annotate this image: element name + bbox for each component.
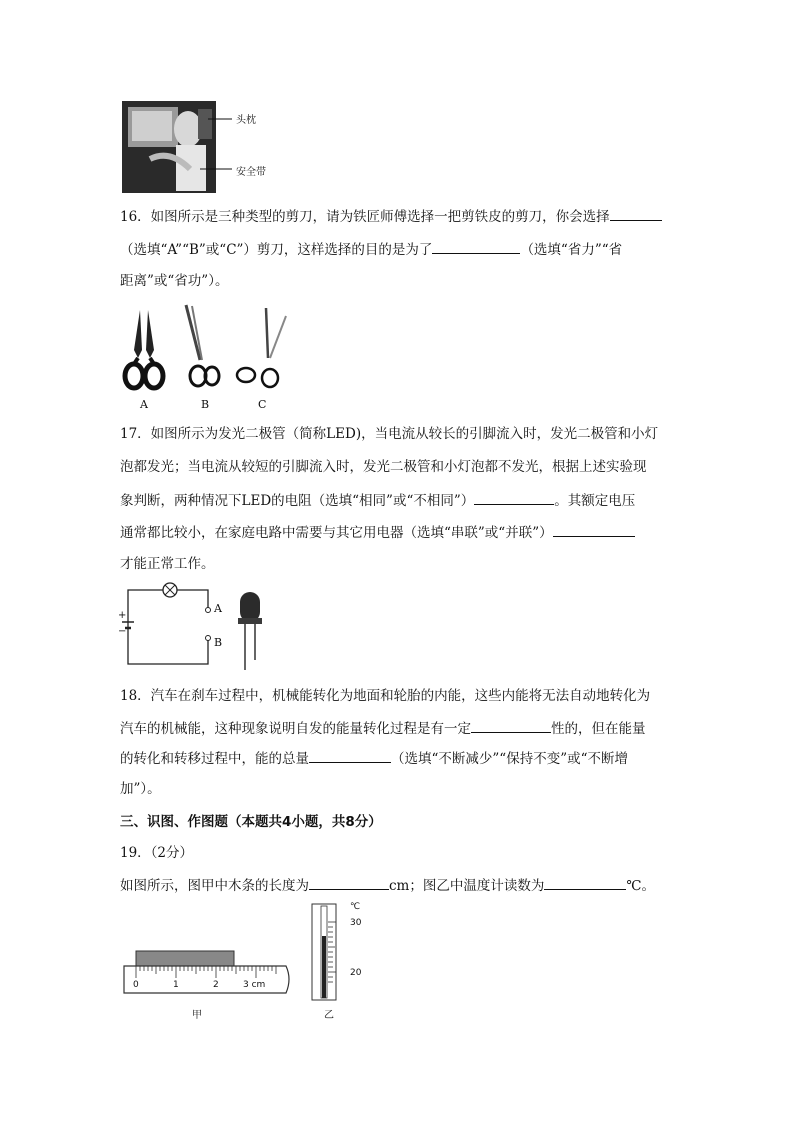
headrest-label: 头枕 [236, 115, 256, 126]
ruler-tick-0: 0 [133, 980, 139, 990]
scissors-label-c: C [258, 398, 267, 411]
q17-blank-connection[interactable] [553, 522, 635, 537]
q19-blank-length[interactable] [309, 875, 389, 890]
terminal-b-label: B [214, 636, 223, 649]
q18-line2: 汽车的机械能，这种现象说明自发的能量转化过程是有一定 性的，但在能量 [120, 718, 646, 739]
q19-line1: 如图所示，图甲中木条的长度为 cm；图乙中温度计读数为 ℃。 [120, 875, 655, 896]
q16-line2: （选填“A”“B”或“C”）剪刀，这样选择的目的是为了 （选填“省力”“省 [120, 239, 622, 260]
q16-blank-purpose[interactable] [432, 239, 520, 254]
scissors-figure [118, 300, 293, 412]
scissors-a-icon [125, 310, 163, 388]
q17-line1: 17．如图所示为发光二极管（简称LED)，当电流从较长的引脚流入时，发光二极管和小灯 [120, 426, 659, 442]
q19-header: 19．（2分） [120, 845, 194, 861]
ruler-caption: 甲 [192, 1010, 202, 1021]
terminal-a-label: A [214, 602, 222, 615]
q17-blank-resistance[interactable] [474, 490, 554, 505]
thermo-caption: 乙 [324, 1010, 334, 1021]
q17-line4: 通常都比较小，在家庭电路中需要与其它用电器（选填“串联”或“并联”） [120, 522, 635, 543]
section-3-title: 三、识图、作图题（本题共4小题，共8分） [120, 814, 382, 830]
q18-blank-direction[interactable] [471, 718, 551, 733]
ruler-tick-3: 3 cm [243, 980, 266, 990]
led-icon [238, 592, 262, 670]
led-circuit-figure [118, 580, 278, 674]
ruler-figure [122, 945, 297, 1020]
thermo-30: 30 [350, 918, 362, 928]
q17-line5: 才能正常工作。 [120, 556, 215, 572]
q17-line3: 象判断，两种情况下LED的电阻（选填“相同”或“不相同”） 。其额定电压 [120, 490, 635, 511]
seatbelt-label: 安全带 [236, 167, 266, 178]
wood-strip [136, 951, 234, 966]
q18-blank-total[interactable] [309, 748, 391, 763]
thermo-unit: ℃ [350, 902, 361, 912]
scissors-b-icon [186, 305, 219, 386]
q18-line1: 18．汽车在刹车过程中，机械能转化为地面和轮胎的内能，这些内能将无法自动地转化为 [120, 688, 651, 704]
ruler-tick-2: 2 [213, 980, 219, 990]
q16-blank-choice[interactable] [610, 206, 662, 221]
q19-blank-temperature[interactable] [544, 875, 626, 890]
ruler-tick-1: 1 [173, 980, 179, 990]
q18-line3: 的转化和转移过程中，能的总量 （选填“不断减少”“保持不变”或“不断增 [120, 748, 628, 769]
scissors-c-icon [237, 308, 286, 387]
mercury-column [322, 936, 326, 998]
q16-line3: 距离”或“省功”）。 [120, 273, 229, 289]
q17-line2: 泡都发光；当电流从较短的引脚流入时，发光二极管和小灯泡都不发光，根据上述实验现 [120, 459, 647, 475]
car-seat-photo [120, 99, 280, 195]
scissors-label-b: B [201, 398, 210, 411]
scissors-label-a: A [140, 398, 148, 411]
q18-line4: 加”）。 [120, 781, 161, 797]
battery-plus-label: + [118, 610, 127, 621]
thermometer-figure [310, 902, 370, 1022]
q16-line1: 16．如图所示是三种类型的剪刀，请为铁匠师傅选择一把剪铁皮的剪刀，你会选择 [120, 206, 662, 227]
thermo-20: 20 [350, 968, 362, 978]
battery-minus-label: − [118, 626, 127, 637]
